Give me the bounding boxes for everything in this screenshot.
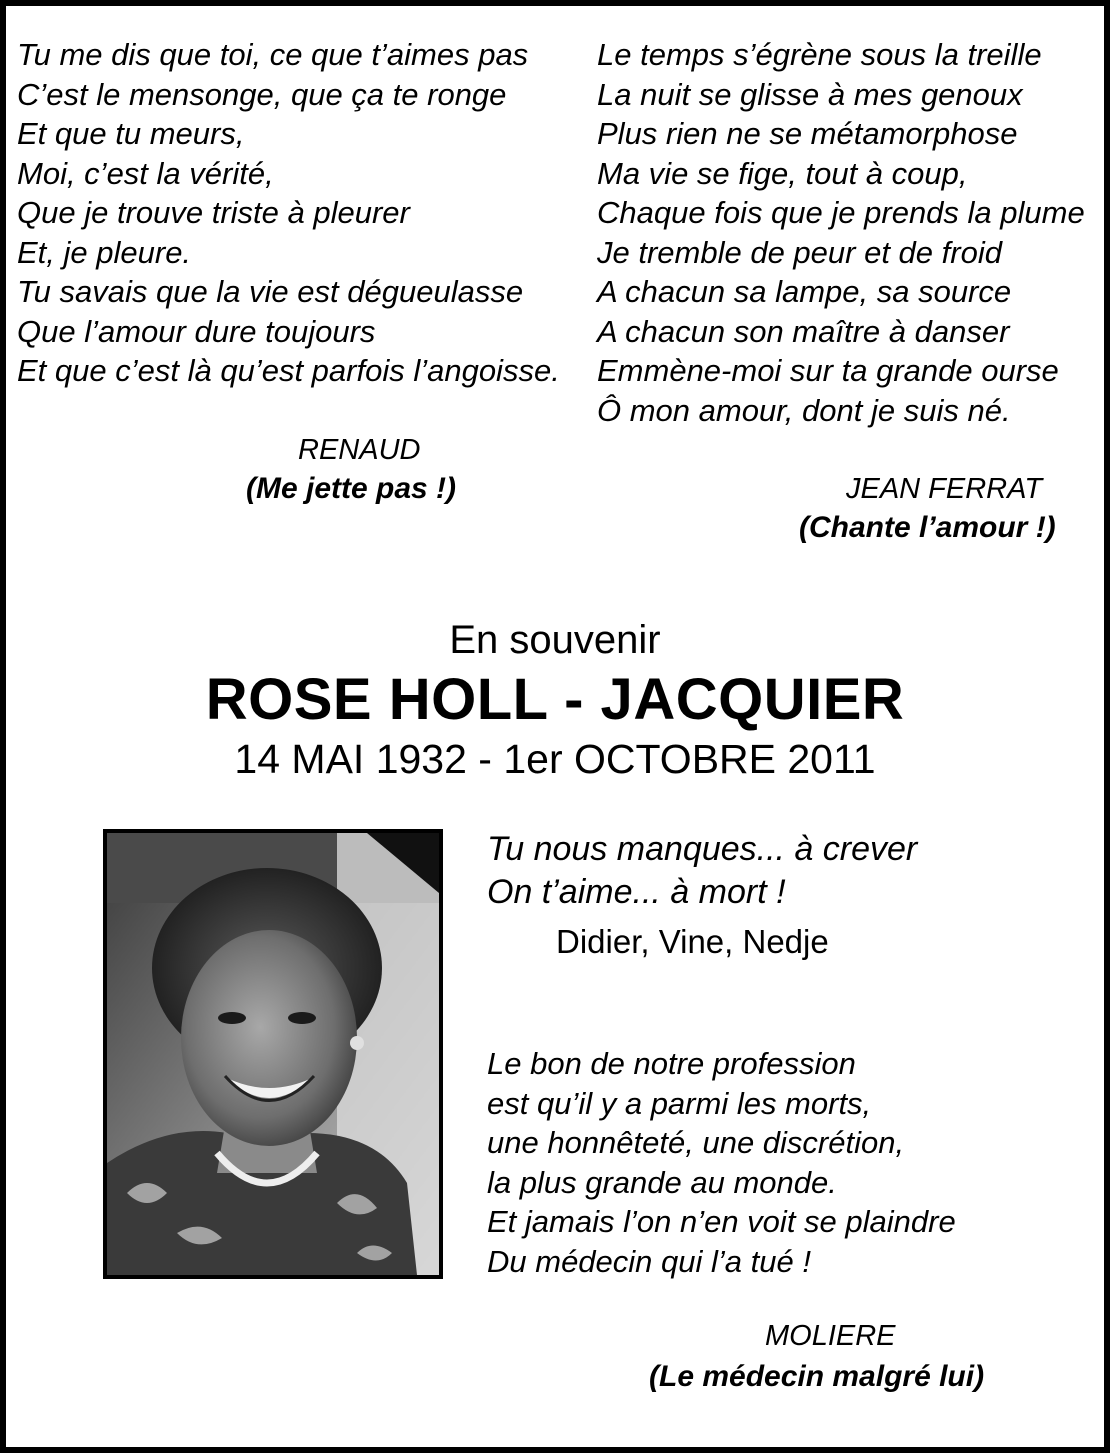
poem-line: Ma vie se fige, tout à coup, (597, 155, 968, 191)
right-poem-author: JEAN FERRAT (846, 473, 1043, 505)
dedication-signature: Didier, Vine, Nedje (556, 923, 829, 960)
poem-line: Et, je pleure. (17, 234, 192, 270)
left-poem-work: (Me jette pas !) (246, 472, 457, 505)
deceased-name: ROSE HOLL - JACQUIER (205, 667, 905, 732)
poem-line: Et que tu meurs, (17, 116, 245, 151)
right-poem (597, 35, 1085, 430)
left-poem-author: RENAUD (298, 434, 421, 466)
quote-line: est qu’il y a parmi les morts, (487, 1085, 872, 1121)
poem-line: Que je trouve triste à pleurer (17, 195, 410, 230)
memorial-heading: En souvenir (449, 618, 661, 662)
poem-line: Emmène-moi sur ta grande ourse (597, 353, 1059, 388)
moliere-quote (487, 1044, 956, 1281)
poem-line: C’est le mensonge, que ça te ronge (17, 76, 507, 112)
quote-line: Le bon de notre profession (487, 1046, 856, 1081)
moliere-author: MOLIERE (765, 1320, 896, 1352)
poem-line: A chacun sa lampe, sa source (597, 274, 1012, 309)
poem-line: Moi, c’est la vérité, (17, 155, 274, 191)
life-dates: 14 MAI 1932 - 1er OCTOBRE 2011 (234, 736, 876, 782)
poem-line: Ô mon amour, dont je suis né. (597, 392, 1011, 428)
poem-line: Chaque fois que je prends la plume (597, 195, 1085, 230)
dedication-line: Tu nous manques... à crever (487, 830, 918, 868)
poem-line: Que l’amour dure toujours (17, 313, 376, 349)
poem-line: A chacun son maître à danser (597, 313, 1010, 349)
quote-line: Du médecin qui l’a tué ! (487, 1243, 811, 1279)
quote-line: la plus grande au monde. (487, 1164, 837, 1200)
poem-line: Et que c’est là qu’est parfois l’angoisse. (17, 353, 560, 388)
left-poem (17, 35, 560, 391)
poem-line: Plus rien ne se métamorphose (597, 116, 1018, 151)
moliere-work: (Le médecin malgré lui) (649, 1360, 985, 1393)
dedication-line: On t’aime... à mort ! (487, 873, 786, 911)
quote-line: une honnêteté, une discrétion, (487, 1125, 905, 1160)
portrait-photo (103, 829, 443, 1279)
poem-line: Tu me dis que toi, ce que t’aimes pas (17, 37, 529, 72)
poem-line: La nuit se glisse à mes genoux (597, 76, 1023, 112)
poem-line: Tu savais que la vie est dégueulasse (17, 274, 524, 309)
quote-line: Et jamais l’on n’en voit se plaindre (487, 1204, 956, 1239)
right-poem-work: (Chante l’amour !) (799, 511, 1056, 544)
poem-line: Je tremble de peur et de froid (597, 234, 1002, 270)
poem-line: Le temps s’égrène sous la treille (597, 37, 1042, 72)
